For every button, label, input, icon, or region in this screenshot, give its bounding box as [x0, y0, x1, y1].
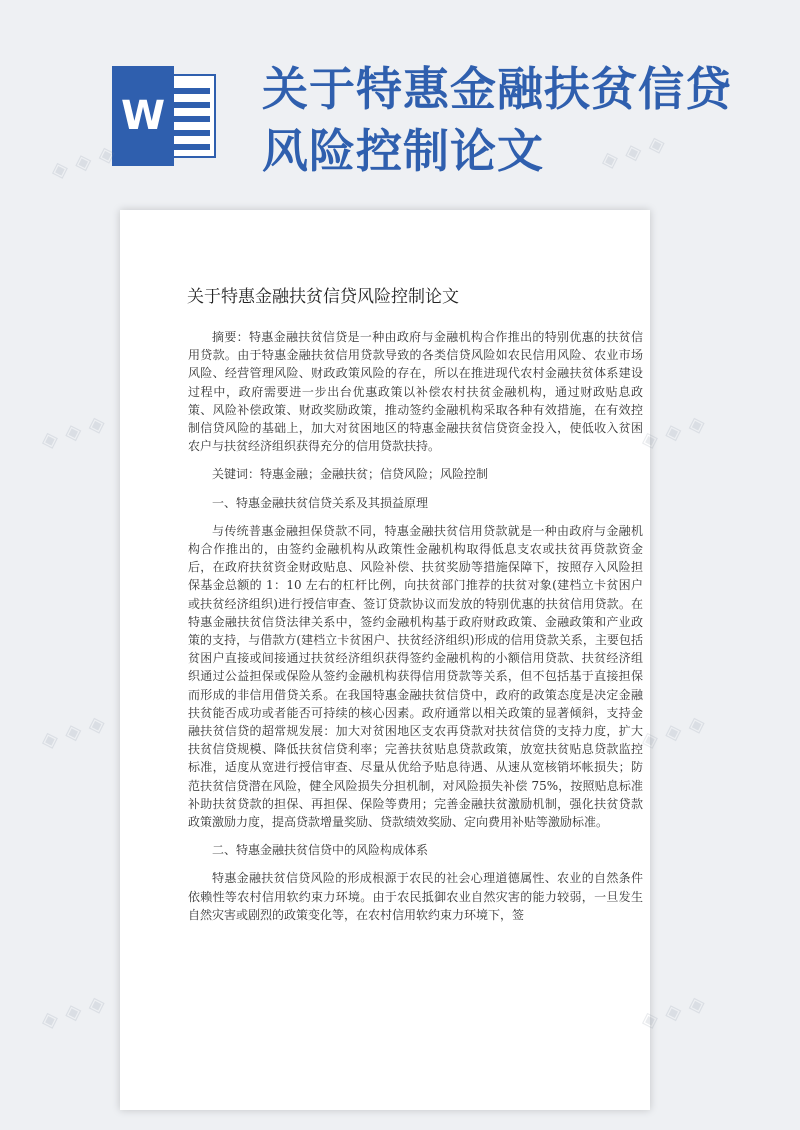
- watermark-mark: ◈ ◈ ◈: [37, 410, 109, 455]
- watermark-mark: ◈ ◈ ◈: [637, 710, 709, 755]
- document-body: [188, 328, 643, 934]
- word-letter-badge: W: [112, 66, 174, 166]
- watermark-mark: ◈ ◈ ◈: [637, 990, 709, 1035]
- watermark-mark: ◈ ◈ ◈: [637, 410, 709, 455]
- section-heading-2: 二、特惠金融扶贫信贷中的风险构成体系: [212, 843, 429, 858]
- watermark-mark: ◈ ◈ ◈: [597, 130, 669, 175]
- section-heading-1: 一、特惠金融扶贫信贷关系及其损益原理: [212, 495, 429, 510]
- banner-title: 关于特惠金融扶贫信贷风险控制论文: [262, 62, 732, 178]
- watermark-mark: ◈ ◈ ◈: [37, 990, 109, 1035]
- page-header: [0, 0, 800, 200]
- document-title: 关于特惠金融扶贫信贷风险控制论文: [187, 287, 459, 307]
- document-page: [120, 210, 650, 1110]
- abstract-paragraph: 摘要：特惠金融扶贫信贷是一种由政府与金融机构合作推出的特别优惠的扶贫信用贷款。由于特惠金融扶贫信用贷款导致的各类信贷风险如农民信用风险、农业市场风险、经营管理风险、财政政策风险的存在，所以在推进现代农村金融扶贫体系建设过程中，政府需要进一步出台优惠政策以补偿农村扶贫金融机构，通过财政贴息政策、风险补偿政策、财政奖励政策，推动签约金融机构采取各种有效措施，在有效控制信贷风险的基础上，加大对贫困地区的特惠金融扶贫信贷资金投入，使低收入贫困农户与扶贫经济组织获得充分的信用贷款扶持。: [188, 330, 643, 454]
- word-document-icon: [112, 66, 222, 166]
- section-2-paragraph: 特惠金融扶贫信贷风险的形成根源于农民的社会心理道德属性、农业的自然条件依赖性等农村信用软约束力环境。由于农民抵御农业自然灾害的能力较弱，一旦发生自然灾害或剧烈的政策变化等，在农村信用软约束力环境下，签: [188, 871, 643, 922]
- watermark-mark: ◈ ◈ ◈: [47, 140, 119, 185]
- watermark-mark: ◈ ◈ ◈: [37, 710, 109, 755]
- keywords-line: 关键词：特惠金融；金融扶贫；信贷风险；风险控制: [212, 467, 489, 482]
- section-1-paragraph: 与传统普惠金融担保贷款不同，特惠金融扶贫信用贷款就是一种由政府与金融机构合作推出的，由签约金融机构从政策性金融机构取得低息支农或扶贫再贷款资金后，在政府扶贫资金财政贴息、风险补偿、扶贫奖励等措施保障下，按照存入风险担保基金总额的 1：10 左右的杠杆比例，向扶贫部门推荐的扶贫对象(建档立卡贫困户或扶贫经济组织)进行授信审查、签订贷款协议而发放的特别优惠的扶贫信用贷款。在特惠金融扶贫信贷法律关系中，签约金融机构基于政府财政政策、金融政策和产业政策的支持，与借款方(建档立卡贫困户、扶贫经济组织)形成的信用贷款关系，主要包括贫困户直接或间接通过扶贫经济组织获得签约金融机构的小额信用贷款、扶贫经济组织通过公益担保或保险从签约金融机构获得信用贷款等关系，但不包括基于直接担保而形成的非信用借贷关系。在我国特惠金融扶贫信贷中，政府的政策态度是决定金融扶贫能否成功或者能否可持续的核心因素。政府通常以相关政策的显著倾斜，支持金融扶贫信贷的超常规发展：加大对贫困地区支农再贷款对扶贫信贷的支持力度，扩大扶贫信贷规模、降低扶贫信贷利率；完善扶贫贴息贷款政策，放宽扶贫贴息贷款监控标准，适度从宽进行授信审查、尽量从优给予贴息待遇、从速从宽核销坏帐损失；防范扶贫信贷潜在风险，健全风险损失分担机制，对风险损失补偿 75%，按照贴息标准补助扶贫贷款的担保、再担保、保险等费用；完善金融扶贫激励机制，强化扶贫贷款政策激励力度，提高贷款增量奖励、贷款绩效奖励、定向费用补贴等激励标准。: [188, 523, 643, 830]
